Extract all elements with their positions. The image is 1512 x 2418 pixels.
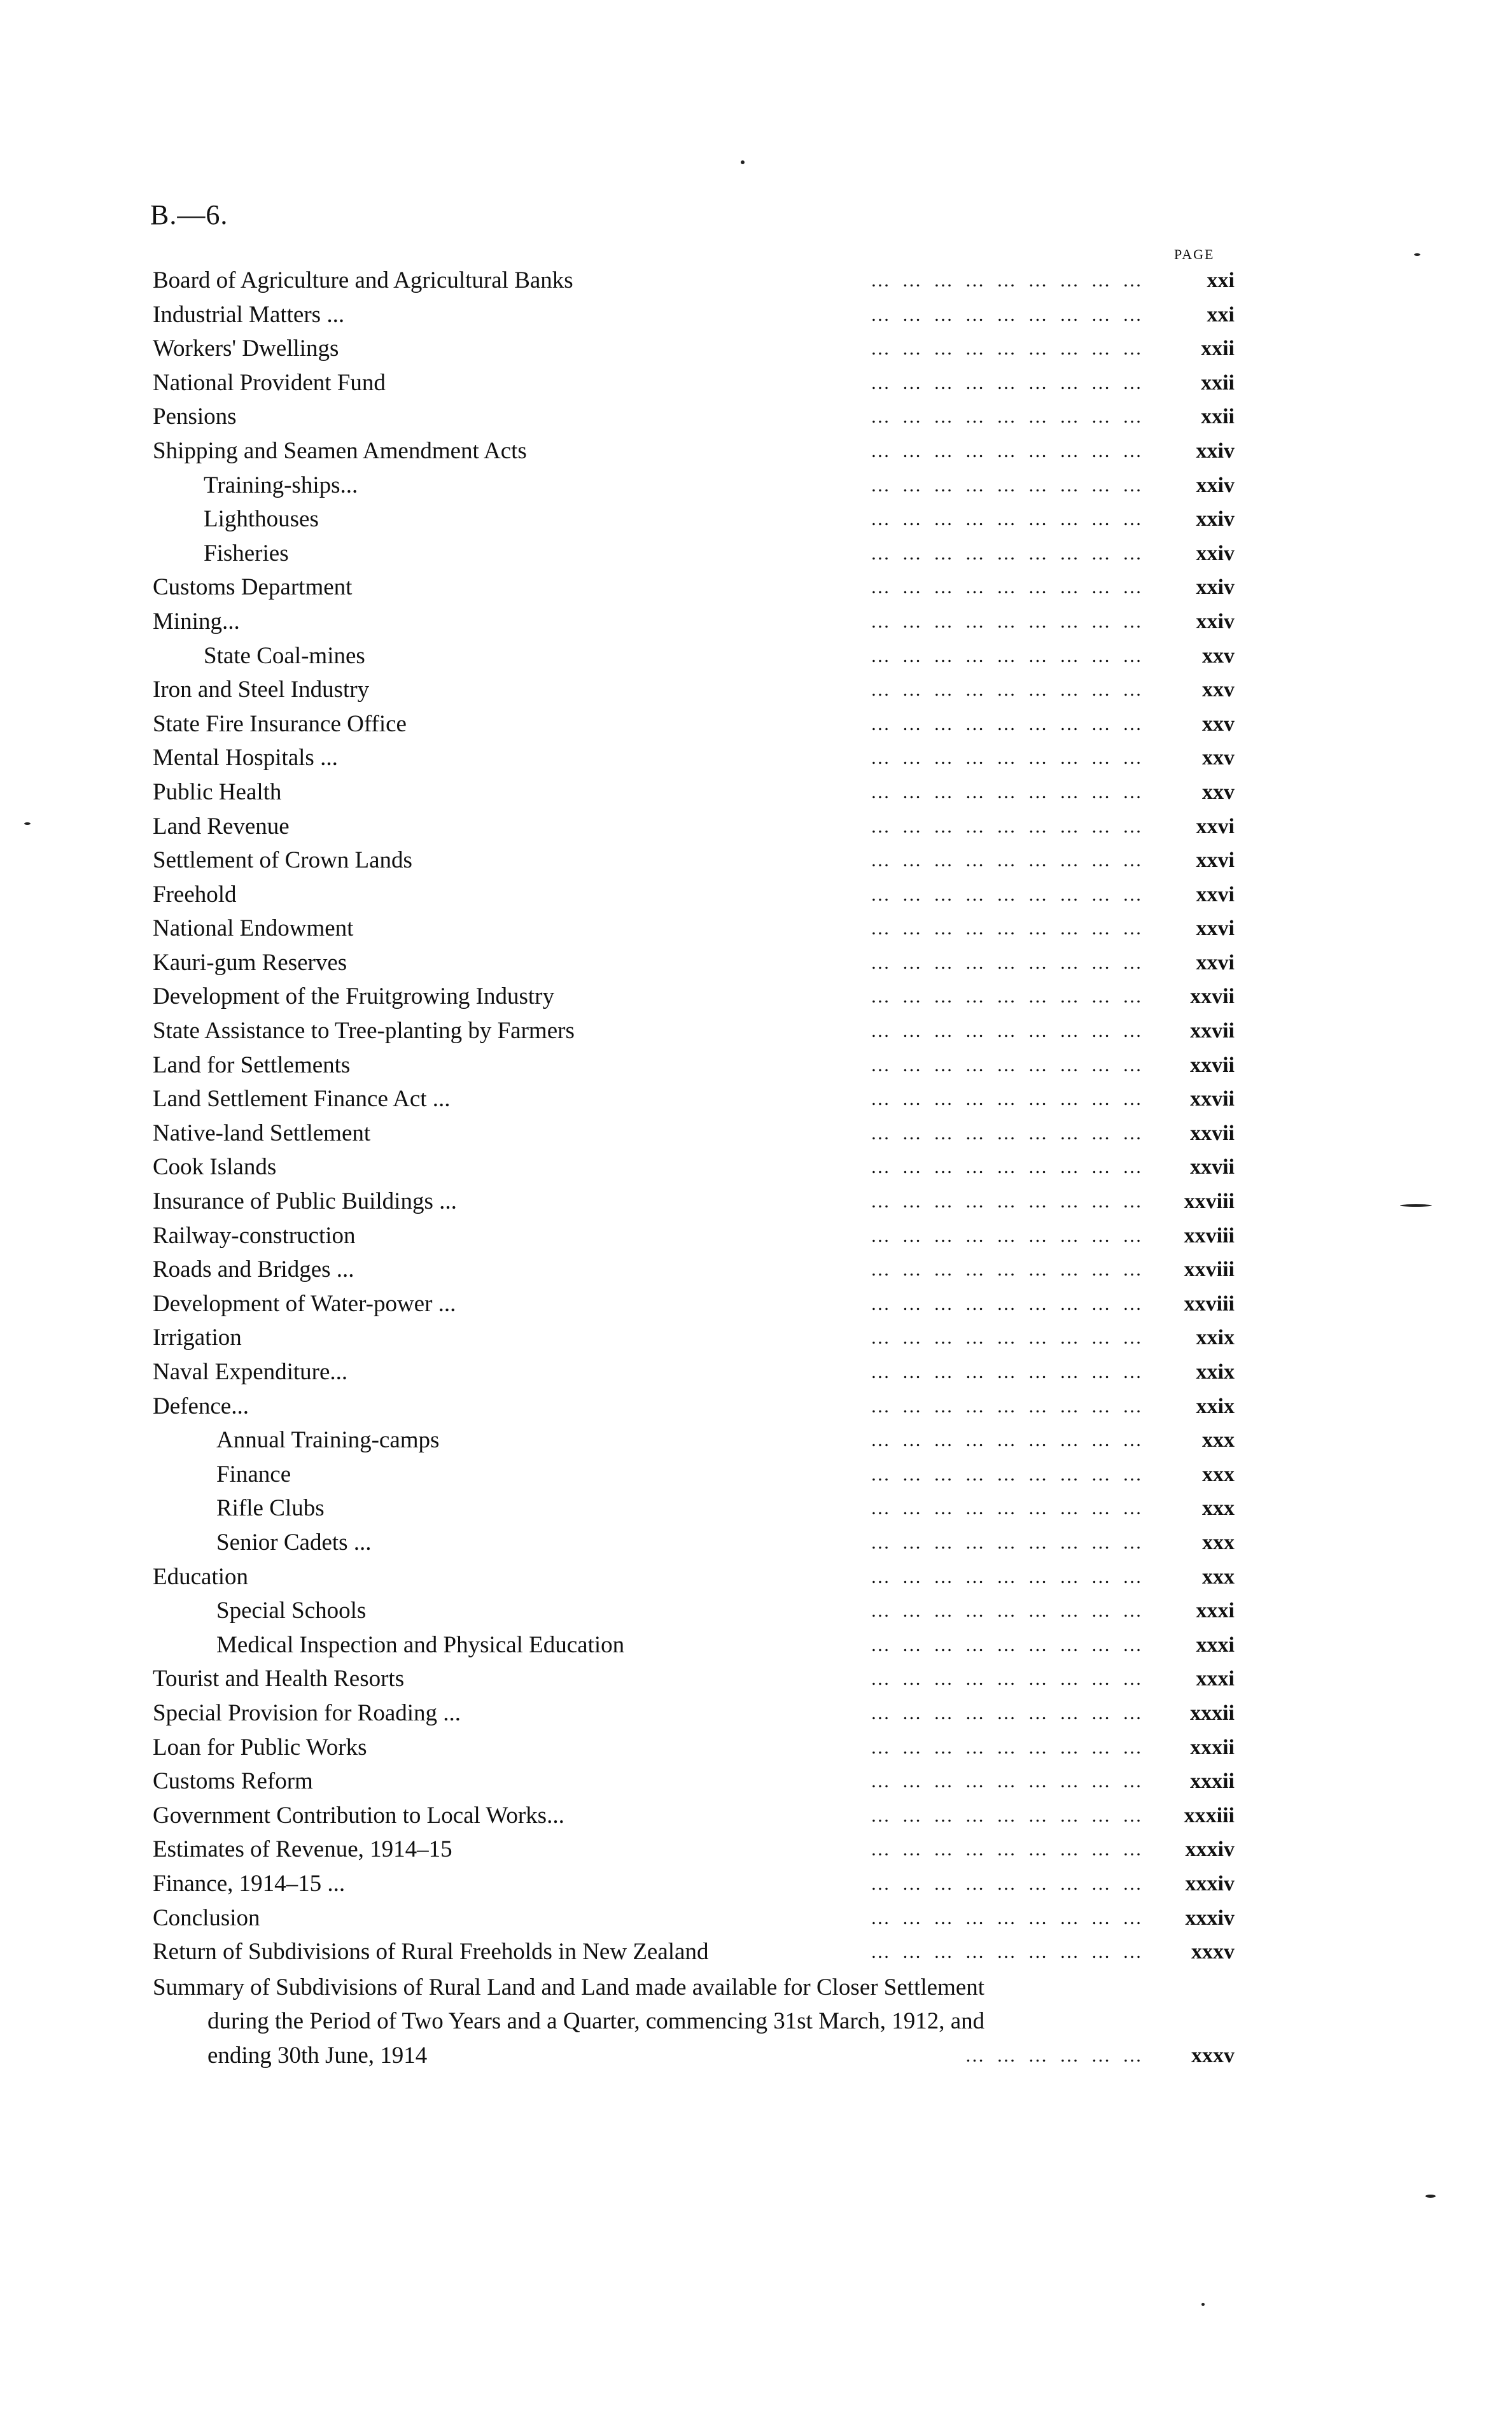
leader-dots: … … … … … … … … … bbox=[871, 1941, 1145, 1963]
leader-dots: … … … … … … … … … bbox=[871, 1054, 1145, 1076]
leader-dots: … … … … … … … … … bbox=[871, 1156, 1145, 1178]
leader-dots: … … … … … … … … … bbox=[871, 1088, 1145, 1110]
toc-entry bbox=[153, 1662, 1235, 1696]
toc-entry-title: Special Schools bbox=[216, 1594, 375, 1628]
leader-dots: … … … … … … … … … bbox=[871, 815, 1145, 837]
leader-dots: … … … … … … … … … bbox=[871, 304, 1145, 325]
toc-entry-title: Finance bbox=[216, 1458, 300, 1492]
toc-entry-page: xxxi bbox=[1196, 1633, 1235, 1657]
toc-entry-title: Naval Expenditure... bbox=[153, 1355, 356, 1389]
toc-entry bbox=[153, 1731, 1235, 1765]
leader-dots: … … … … … … … … … bbox=[871, 1771, 1145, 1792]
toc-entry-title: Native-land Settlement bbox=[153, 1116, 379, 1151]
summary-page-number: xxxv bbox=[1191, 2043, 1235, 2067]
leader-dots: … … … … … … … … … bbox=[871, 986, 1145, 1008]
leader-dots: … … … … … … … … … bbox=[871, 952, 1145, 973]
toc-entry-page: xxviii bbox=[1184, 1291, 1235, 1316]
leader-dots: … … … … … … … … … bbox=[871, 610, 1145, 632]
toc-entry bbox=[153, 878, 1235, 912]
toc-entry-page: xxx bbox=[1202, 1496, 1235, 1521]
toc-entry-title: Conclusion bbox=[153, 1901, 269, 1936]
toc-entry-title: Defence... bbox=[153, 1389, 258, 1424]
toc-entry bbox=[153, 400, 1235, 434]
leader-dots: … … … … … … … … … bbox=[871, 1498, 1145, 1519]
leader-dots: … … … … … … … … … bbox=[871, 1395, 1145, 1417]
toc-entry-title: Mental Hospitals ... bbox=[153, 741, 347, 775]
toc-entry-page: xxvi bbox=[1196, 882, 1235, 906]
toc-entry-title: Estimates of Revenue, 1914–15 bbox=[153, 1832, 461, 1867]
toc-entry-title: Loan for Public Works bbox=[153, 1731, 376, 1765]
toc-entry-page: xxvi bbox=[1196, 814, 1235, 838]
toc-entry-title: Special Provision for Roading ... bbox=[153, 1696, 470, 1731]
toc-entry bbox=[153, 1594, 1235, 1628]
toc-entry bbox=[153, 605, 1235, 639]
toc-entry-page: xxii bbox=[1201, 370, 1235, 395]
leader-dots: … … … … … … … … … bbox=[871, 781, 1145, 803]
scan-speck bbox=[1425, 2195, 1436, 2198]
toc-entry bbox=[153, 810, 1235, 844]
toc-entry-page: xxi bbox=[1207, 269, 1235, 292]
toc-entry-page: xxx bbox=[1202, 1462, 1235, 1486]
toc-entry bbox=[153, 1764, 1235, 1799]
leader-dots: … … … … … … … … … bbox=[871, 1873, 1145, 1894]
toc-entry-title: Finance, 1914–15 ... bbox=[153, 1867, 354, 1901]
leader-dots: … … … … … … … … … bbox=[871, 1634, 1145, 1655]
toc-entry-title: Government Contribution to Local Works... bbox=[153, 1799, 573, 1833]
leader-dots: … … … … … … … … … bbox=[871, 1122, 1145, 1144]
toc-entry-title: Lighthouses bbox=[204, 502, 328, 537]
toc-entry bbox=[153, 673, 1235, 707]
summary-line-2: during the Period of Two Years and a Quarter, commencing 31st March, 1912, and bbox=[207, 2008, 985, 2035]
toc-entry-title: Development of Water-power ... bbox=[153, 1287, 465, 1321]
scan-speck bbox=[1201, 2303, 1205, 2306]
leader-dots: … … … … … … … … … bbox=[871, 1430, 1145, 1451]
leader-dots: … … … … … … … … … bbox=[871, 1020, 1145, 1042]
toc-entry-title: Land Revenue bbox=[153, 810, 298, 844]
toc-entry-page: xxxiv bbox=[1185, 1838, 1235, 1862]
toc-entry-page: xxvii bbox=[1190, 1019, 1235, 1043]
leader-dots: … … … … … … … … … bbox=[871, 1907, 1145, 1929]
toc-entry bbox=[153, 570, 1235, 605]
toc-entry bbox=[153, 264, 1235, 298]
toc-entry-page: xxii bbox=[1201, 337, 1235, 361]
leader-dots: … … … … … … … … … bbox=[871, 542, 1145, 564]
toc-entry bbox=[153, 1526, 1235, 1560]
leader-dots: … … … … … … … … … bbox=[871, 406, 1145, 428]
toc-entry bbox=[153, 1253, 1235, 1287]
toc-entry-title: National Endowment bbox=[153, 911, 362, 946]
toc-entry-page: xxi bbox=[1207, 302, 1235, 327]
leader-dots: … … … … … … … … … bbox=[871, 338, 1145, 360]
toc-entry-page: xxvii bbox=[1190, 1121, 1235, 1145]
toc-entry-title: Shipping and Seamen Amendment Acts bbox=[153, 434, 536, 468]
toc-entry-page: xxv bbox=[1202, 643, 1235, 668]
toc-entry bbox=[153, 980, 1235, 1014]
toc-entry bbox=[153, 1901, 1235, 1936]
toc-entry-title: Annual Training-camps bbox=[216, 1423, 448, 1458]
toc-entry-page: xxxiv bbox=[1185, 1906, 1235, 1930]
toc-entry-title: Mining... bbox=[153, 605, 249, 639]
toc-entry-title: State Coal-mines bbox=[204, 639, 374, 673]
toc-entry bbox=[153, 1423, 1235, 1458]
toc-entry bbox=[153, 434, 1235, 468]
toc-entry-page: xxviii bbox=[1184, 1258, 1235, 1282]
toc-entry-page: xxxiii bbox=[1184, 1803, 1235, 1827]
toc-entry-page: xxix bbox=[1196, 1360, 1235, 1384]
toc-entry-title: National Provident Fund bbox=[153, 366, 395, 400]
scan-speck bbox=[741, 160, 745, 164]
toc-entry-page: xxvi bbox=[1196, 848, 1235, 873]
toc-entry bbox=[153, 1321, 1235, 1355]
scan-speck bbox=[1400, 1204, 1432, 1207]
toc-entry-page: xxv bbox=[1202, 780, 1235, 804]
toc-entry-title: Iron and Steel Industry bbox=[153, 673, 378, 707]
toc-entry-title: Customs Department bbox=[153, 570, 361, 605]
toc-entry bbox=[153, 468, 1235, 503]
toc-entry bbox=[153, 1491, 1235, 1526]
leader-dots: … … … … … … … … … bbox=[871, 372, 1145, 393]
toc-entry bbox=[153, 1458, 1235, 1492]
toc-entry-page: xxiv bbox=[1196, 473, 1235, 497]
toc-entry-page: xxvi bbox=[1196, 950, 1235, 974]
toc-entry bbox=[153, 1184, 1235, 1219]
toc-entry bbox=[153, 1219, 1235, 1253]
toc-entry bbox=[153, 843, 1235, 878]
toc-entry-title: Kauri-gum Reserves bbox=[153, 946, 356, 980]
table-of-contents bbox=[153, 264, 1235, 2072]
toc-entry-title: Workers' Dwellings bbox=[153, 332, 347, 366]
toc-entry bbox=[153, 1150, 1235, 1184]
leader-dots: … … … … … … … … … bbox=[871, 713, 1145, 735]
toc-entry-title: Medical Inspection and Physical Education bbox=[216, 1628, 633, 1662]
toc-entry bbox=[153, 741, 1235, 775]
toc-entry-title: Senior Cadets ... bbox=[216, 1526, 381, 1560]
toc-entry-page: xxvii bbox=[1190, 1155, 1235, 1179]
toc-entry bbox=[153, 1355, 1235, 1389]
toc-entry bbox=[153, 502, 1235, 537]
toc-entry-title: Irrigation bbox=[153, 1321, 251, 1355]
leader-dots: … … … … … … … … … bbox=[871, 645, 1145, 666]
toc-entry-title: Return of Subdivisions of Rural Freeholds in New Zealand bbox=[153, 1935, 717, 1969]
toc-entry-title: Tourist and Health Resorts bbox=[153, 1662, 413, 1696]
toc-entry bbox=[153, 1628, 1235, 1662]
leader-dots: … … … … … … … … … bbox=[871, 1293, 1145, 1314]
scan-speck bbox=[24, 822, 31, 825]
document-code: B.—6. bbox=[150, 199, 228, 230]
toc-entry-title: Land Settlement Finance Act ... bbox=[153, 1082, 459, 1116]
leader-dots: … … … … … … … … … bbox=[871, 850, 1145, 871]
toc-entry-title: Customs Reform bbox=[153, 1764, 322, 1799]
toc-entry-title: Railway-construction bbox=[153, 1219, 365, 1253]
leader-dots: … … … … … … … … … bbox=[871, 747, 1145, 769]
toc-entry-page: xxxi bbox=[1196, 1599, 1235, 1623]
toc-entry-page: xxviii bbox=[1184, 1223, 1235, 1248]
toc-entry-title: Roads and Bridges ... bbox=[153, 1253, 363, 1287]
toc-entry-page: xxv bbox=[1202, 678, 1235, 702]
toc-entry bbox=[153, 537, 1235, 571]
toc-entry-title: State Assistance to Tree-planting by Farmers bbox=[153, 1014, 584, 1048]
toc-entry-page: xxiv bbox=[1196, 575, 1235, 600]
toc-entry-page: xxvi bbox=[1196, 917, 1235, 941]
leader-dots: … … … … … … … … … bbox=[871, 1736, 1145, 1758]
toc-entry bbox=[153, 1799, 1235, 1833]
leader-dots: … … … … … … … … … bbox=[871, 474, 1145, 496]
toc-entry-page: xxxi bbox=[1196, 1667, 1235, 1691]
leader-dots: … … … … … … … … … bbox=[871, 1327, 1145, 1349]
toc-entry-page: xxiv bbox=[1196, 609, 1235, 633]
toc-entry-title: Land for Settlements bbox=[153, 1048, 359, 1083]
toc-summary-entry bbox=[153, 1969, 1235, 2073]
toc-entry bbox=[153, 1287, 1235, 1321]
toc-entry-title: Pensions bbox=[153, 400, 246, 434]
toc-entry-page: xxx bbox=[1202, 1428, 1235, 1452]
toc-entry-title: Fisheries bbox=[204, 537, 298, 571]
toc-entry-title: State Fire Insurance Office bbox=[153, 707, 416, 742]
toc-entry-page: xxx bbox=[1202, 1530, 1235, 1554]
toc-entry-title: Rifle Clubs bbox=[216, 1491, 333, 1526]
leader-dots: … … … … … … … … … bbox=[871, 1702, 1145, 1724]
toc-entry bbox=[153, 639, 1235, 673]
toc-entry-page: xxiv bbox=[1196, 507, 1235, 531]
toc-entry-page: xxvii bbox=[1190, 985, 1235, 1009]
leader-dots: … … … … … … bbox=[965, 2044, 1145, 2066]
toc-entry bbox=[153, 1696, 1235, 1731]
toc-entry bbox=[153, 1867, 1235, 1901]
toc-entry bbox=[153, 946, 1235, 980]
toc-entry bbox=[153, 1082, 1235, 1116]
leader-dots: … … … … … … … … … bbox=[871, 440, 1145, 461]
toc-entry bbox=[153, 332, 1235, 366]
toc-entry bbox=[153, 775, 1235, 810]
toc-entry-title: Industrial Matters ... bbox=[153, 298, 353, 332]
toc-entry bbox=[153, 1389, 1235, 1424]
toc-entry-page: xxxv bbox=[1191, 1940, 1235, 1964]
toc-entry-page: xxxiv bbox=[1185, 1871, 1235, 1895]
leader-dots: … … … … … … … … … bbox=[871, 1839, 1145, 1860]
leader-dots: … … … … … … … … … bbox=[871, 1531, 1145, 1553]
leader-dots: … … … … … … … … … bbox=[871, 1804, 1145, 1826]
toc-entry bbox=[153, 1832, 1235, 1867]
leader-dots: … … … … … … … … … bbox=[871, 1259, 1145, 1281]
toc-entry bbox=[153, 1116, 1235, 1151]
toc-entry-page: xxv bbox=[1202, 746, 1235, 770]
toc-entry-title: Public Health bbox=[153, 775, 290, 810]
toc-entry bbox=[153, 1935, 1235, 1969]
toc-entry-page: xxxii bbox=[1190, 1701, 1235, 1725]
toc-entry-page: xxvii bbox=[1190, 1087, 1235, 1111]
leader-dots: … … … … … … … … … bbox=[871, 270, 1145, 291]
toc-entry bbox=[153, 707, 1235, 742]
toc-entry-page: xxviii bbox=[1184, 1190, 1235, 1214]
toc-entry-title: Education bbox=[153, 1560, 257, 1594]
summary-line-1: Summary of Subdivisions of Rural Land and Land made available for Closer Settlement bbox=[153, 1974, 985, 2000]
toc-entry-title: Board of Agriculture and Agricultural Banks bbox=[153, 264, 582, 298]
page-column-label: PAGE bbox=[1174, 246, 1215, 262]
toc-entry-page: xxxii bbox=[1190, 1769, 1235, 1794]
toc-entry-page: xxii bbox=[1201, 405, 1235, 429]
leader-dots: … … … … … … … … … bbox=[871, 918, 1145, 939]
toc-entry-page: xxv bbox=[1202, 712, 1235, 736]
leader-dots: … … … … … … … … … bbox=[871, 1566, 1145, 1587]
leader-dots: … … … … … … … … … bbox=[871, 577, 1145, 598]
toc-entry-title: Development of the Fruitgrowing Industry bbox=[153, 980, 563, 1014]
leader-dots: … … … … … … … … … bbox=[871, 1361, 1145, 1382]
toc-entry-page: xxx bbox=[1202, 1564, 1235, 1589]
toc-entry-page: xxxii bbox=[1190, 1735, 1235, 1759]
leader-dots: … … … … … … … … … bbox=[871, 679, 1145, 701]
toc-entry-page: xxvii bbox=[1190, 1053, 1235, 1077]
leader-dots: … … … … … … … … … bbox=[871, 1668, 1145, 1690]
toc-entry-title: Training-ships... bbox=[204, 468, 367, 503]
toc-entry-title: Insurance of Public Buildings ... bbox=[153, 1184, 466, 1219]
toc-entry-title: Freehold bbox=[153, 878, 246, 912]
toc-entry bbox=[153, 1560, 1235, 1594]
leader-dots: … … … … … … … … … bbox=[871, 883, 1145, 905]
toc-entry-title: Cook Islands bbox=[153, 1150, 285, 1184]
toc-entry bbox=[153, 1014, 1235, 1048]
leader-dots: … … … … … … … … … bbox=[871, 509, 1145, 530]
leader-dots: … … … … … … … … … bbox=[871, 1600, 1145, 1622]
scan-speck bbox=[1414, 253, 1420, 256]
toc-entry bbox=[153, 366, 1235, 400]
toc-entry bbox=[153, 1048, 1235, 1083]
leader-dots: … … … … … … … … … bbox=[871, 1463, 1145, 1485]
toc-entry-page: xxiv bbox=[1196, 439, 1235, 463]
summary-line-3: ending 30th June, 1914 bbox=[207, 2039, 436, 2073]
toc-entry-page: xxix bbox=[1196, 1394, 1235, 1418]
toc-entry-title: Settlement of Crown Lands bbox=[153, 843, 421, 878]
toc-entry-page: xxiv bbox=[1196, 541, 1235, 565]
leader-dots: … … … … … … … … … bbox=[871, 1225, 1145, 1246]
leader-dots: … … … … … … … … … bbox=[871, 1191, 1145, 1213]
toc-entry bbox=[153, 911, 1235, 946]
toc-entry bbox=[153, 298, 1235, 332]
toc-entry-page: xxix bbox=[1196, 1326, 1235, 1350]
